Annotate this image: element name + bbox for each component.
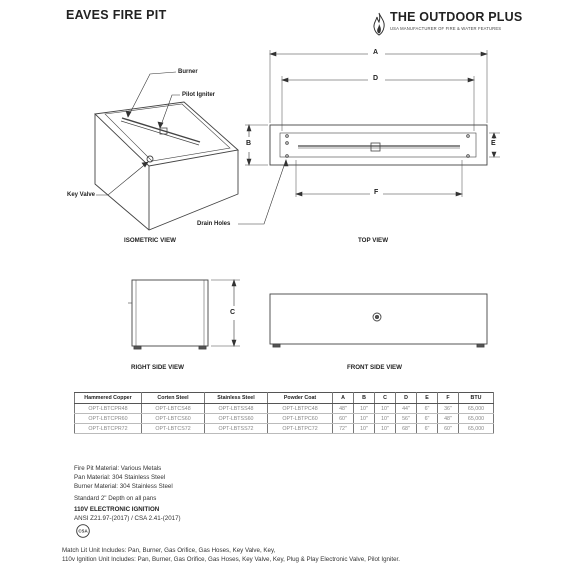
dim-b: B [246, 140, 252, 147]
col-c: C [375, 393, 396, 404]
table-cell: 10" [375, 414, 396, 424]
csa-mark-text: CSA [78, 528, 88, 534]
table-cell: 65,000 [459, 404, 494, 414]
table-cell: 10" [354, 424, 375, 434]
table-cell: OPT-LBTCS60 [142, 414, 205, 424]
col-d: D [396, 393, 417, 404]
note-match-lit-unit: Match Lit Unit Includes: Pan, Burner, Gas Orifice, Gas Hoses, Key Valve, Key, [62, 547, 276, 554]
col-powder-coat: Powder Coat [268, 393, 333, 404]
label-isometric-view: ISOMETRIC VIEW [124, 237, 176, 244]
note-ignition-unit: 110v Ignition Unit Includes: Pan, Burner, Gas Orifice, Gas Hoses, Key Valve, Key, Plug & Play Electronic Valve, Pilot Igniter. [62, 556, 400, 563]
callout-key-valve: Key Valve [67, 192, 96, 198]
col-b: B [354, 393, 375, 404]
note-ansi-standard: ANSI Z21.97-(2017) / CSA 2.41-(2017) [74, 515, 181, 522]
table-cell: 60" [438, 424, 459, 434]
table-cell: 6" [417, 424, 438, 434]
callout-pilot-igniter: Pilot Igniter [182, 92, 215, 98]
col-f: F [438, 393, 459, 404]
table-cell: OPT-LBTCPR48 [75, 404, 142, 414]
model-spec-table [74, 392, 494, 434]
table-cell: OPT-LBTCS48 [142, 404, 205, 414]
table-cell: 60" [333, 414, 354, 424]
table-cell: 48" [333, 404, 354, 414]
table-cell: 56" [396, 414, 417, 424]
table-cell: OPT-LBTSS60 [205, 414, 268, 424]
table-cell: OPT-LBTCPR72 [75, 424, 142, 434]
col-a: A [333, 393, 354, 404]
table-row [75, 414, 494, 424]
document-title: EAVES FIRE PIT [66, 8, 167, 22]
table-cell: 48" [438, 414, 459, 424]
dim-c: C [230, 309, 236, 316]
table-cell: 6" [417, 414, 438, 424]
table-cell: OPT-LBTCS72 [142, 424, 205, 434]
right-side-view-drawing [128, 280, 240, 349]
table-cell: 68" [396, 424, 417, 434]
note-burner-material: Burner Material: 304 Stainless Steel [74, 483, 173, 490]
col-corten-steel: Corten Steel [142, 393, 205, 404]
label-right-side-view: RIGHT SIDE VIEW [131, 364, 184, 371]
label-top-view: TOP VIEW [358, 237, 389, 244]
brand-name: THE OUTDOOR PLUS [390, 10, 523, 24]
table-cell: OPT-LBTPC60 [268, 414, 333, 424]
callout-burner: Burner [178, 69, 198, 75]
table-cell: 10" [354, 404, 375, 414]
table-cell: OPT-LBTPC48 [268, 404, 333, 414]
note-pan-material: Pan Material: 304 Stainless Steel [74, 474, 166, 481]
table-cell: OPT-LBTPC72 [268, 424, 333, 434]
col-hammered-copper: Hammered Copper [75, 393, 142, 404]
table-cell: OPT-LBTSS48 [205, 404, 268, 414]
csa-certification-icon [76, 524, 90, 538]
brand-tagline: USA MANUFACTURER OF FIRE & WATER FEATURES [390, 26, 502, 31]
top-view-drawing [245, 50, 500, 197]
table-cell: 65,000 [459, 424, 494, 434]
table-cell: 10" [375, 404, 396, 414]
col-btu: BTU [459, 393, 494, 404]
table-row [75, 404, 494, 414]
dim-a: A [373, 49, 379, 56]
table-cell: 10" [375, 424, 396, 434]
callout-drain-holes: Drain Holes [197, 221, 231, 227]
table-header-row [75, 393, 494, 404]
table-cell: 36" [438, 404, 459, 414]
label-front-side-view: FRONT SIDE VIEW [347, 364, 403, 371]
isometric-fire-pit [95, 102, 238, 230]
table-cell: 10" [354, 414, 375, 424]
table-cell: OPT-LBTSS72 [205, 424, 268, 434]
table-cell: OPT-LBTCPR60 [75, 414, 142, 424]
col-stainless-steel: Stainless Steel [205, 393, 268, 404]
front-side-view-drawing [270, 294, 487, 347]
table-cell: 44" [396, 404, 417, 414]
dim-e: E [491, 140, 496, 147]
note-pan-depth: Standard 2" Depth on all pans [74, 495, 157, 502]
table-row [75, 424, 494, 434]
dim-d: D [373, 75, 379, 82]
dim-f: F [374, 189, 379, 196]
table-cell: 65,000 [459, 414, 494, 424]
col-e: E [417, 393, 438, 404]
table-cell: 72" [333, 424, 354, 434]
note-fire-pit-material: Fire Pit Material: Various Metals [74, 465, 162, 472]
note-ignition-title: 110V ELECTRONIC IGNITION [74, 506, 160, 513]
table-cell: 6" [417, 404, 438, 414]
